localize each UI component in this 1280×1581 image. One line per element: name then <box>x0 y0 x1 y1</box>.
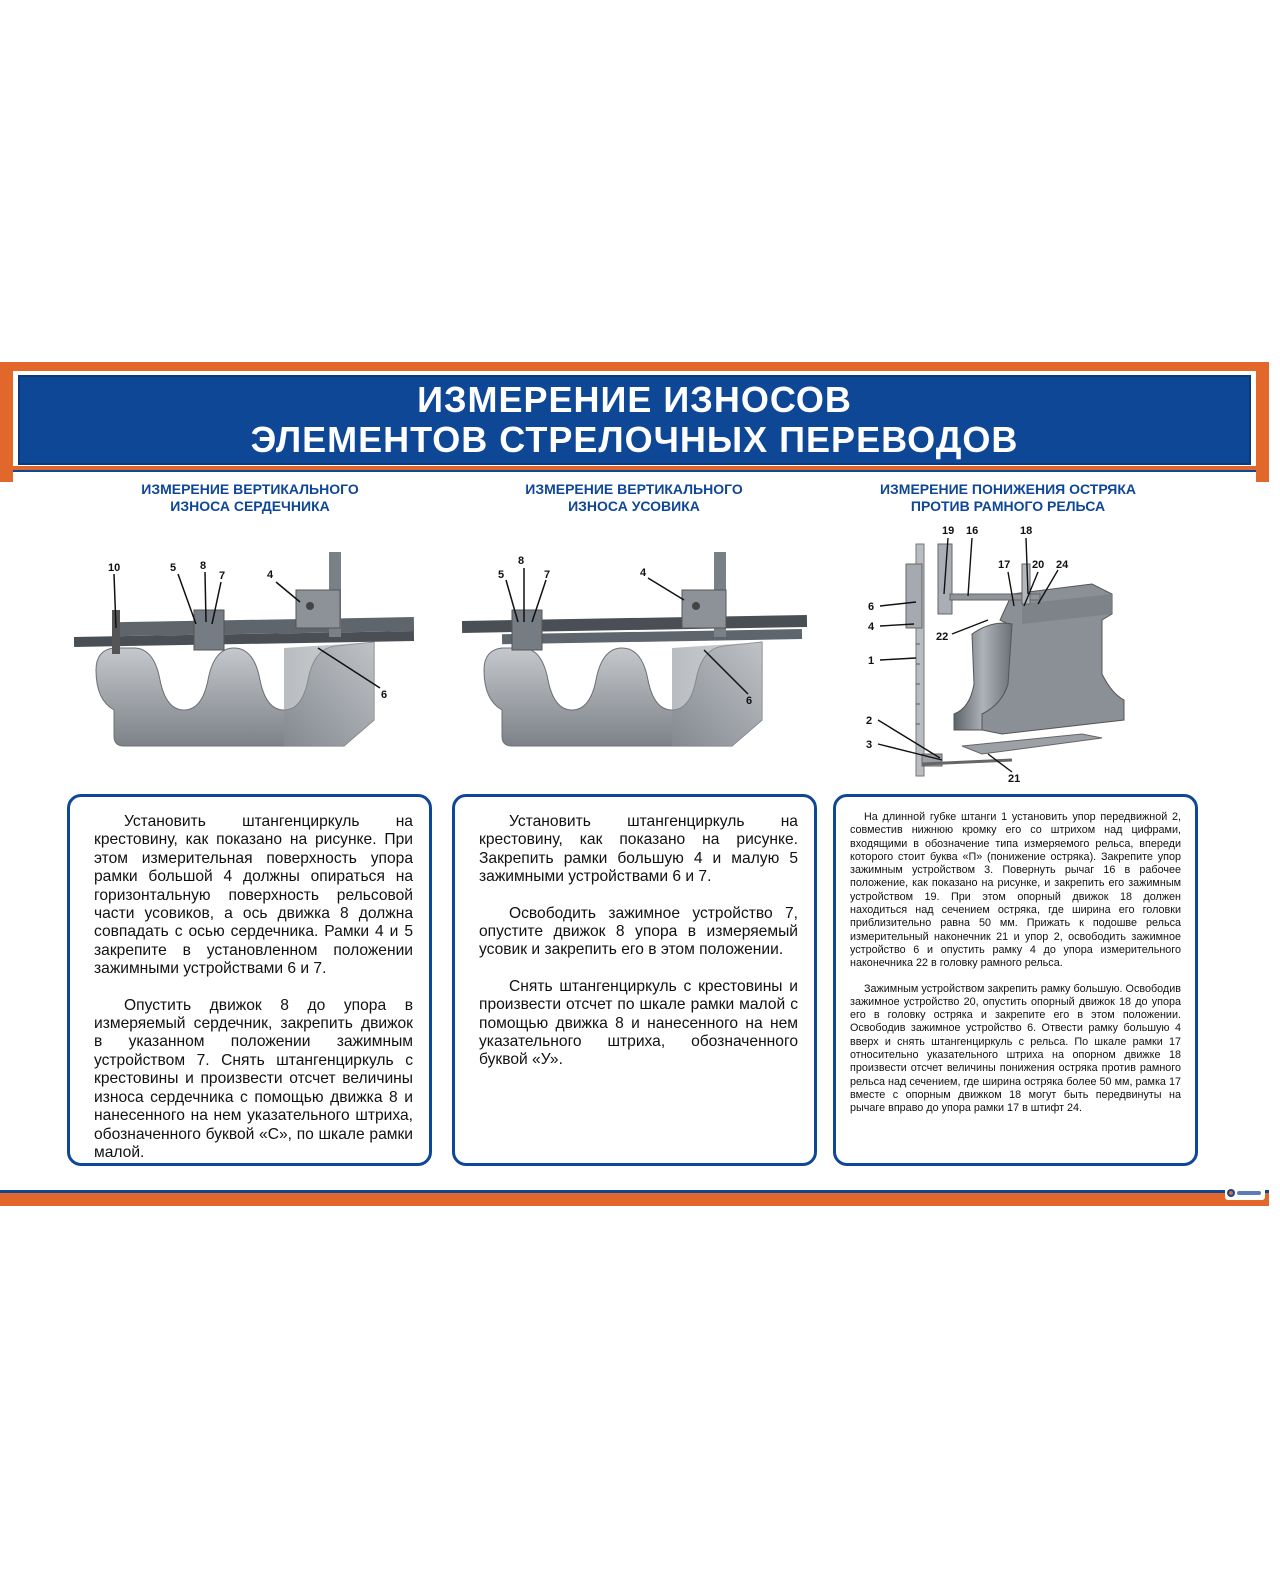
callout-8: 8 <box>200 560 207 572</box>
header-band <box>18 375 1251 465</box>
section-3-title-line1: ИЗМЕРЕНИЕ ПОНИЖЕНИЯ ОСТРЯКА <box>879 481 1137 497</box>
callout-22: 22 <box>936 631 949 643</box>
publisher-logo <box>1225 1186 1265 1200</box>
callout-4: 4 <box>640 567 647 579</box>
instruction-1-paragraph-1: Установить штангенциркуль на крестовину, как показано на рисунке. При этом измерительная поверхность упора рамки большой 4 должны опираться на горизонтальную поверхность рельсовой части усовиков, а ось движка 8 должна совпадать с осью сердечника. Рамки 4 и 5 закрепите в установленном положении зажимными устройствами 6 и 7. <box>94 813 413 978</box>
instruction-3-paragraph-2: Зажимным устройством закрепить рамку большую. Освободив зажимное устройство 20, опустить опорный движок 18 до упора его в головку остряка и закрепите его в этом положении. Освободив зажимное устройство 6. Отвести рамку большую 4 вверх и снять штангенциркуль с рельса. По шкале рамки 17 относительно указательного штриха на опорном движке 18 произвести отсчет величины понижения остряка против рамного рельса над сечением, где ширина остряка более 50 мм, рамка 17 вместе с опорным движком 18 могут быть передвинуты на рычаге вправо до упора рамки 17 в штифт 24. <box>850 982 1181 1115</box>
callout-6: 6 <box>746 695 753 707</box>
callout-7: 7 <box>544 569 551 581</box>
section-1-title-line1: ИЗМЕРЕНИЕ ВЕРТИКАЛЬНОГО <box>141 481 359 497</box>
footer-band-orange <box>0 1193 1269 1206</box>
wingrail-caliper-illustration <box>462 550 812 755</box>
callout-7: 7 <box>219 570 226 582</box>
section-1-title-line2: ИЗНОСА СЕРДЕЧНИКА <box>170 498 330 514</box>
instruction-2-paragraph-1: Установить штангенциркуль на крестовину, как показано на рисунке. Закрепить рамки большую 4 и малую 5 зажимными устройствами 6 и 7. <box>479 813 798 886</box>
callout-19: 19 <box>942 525 955 537</box>
instruction-2-paragraph-2: Освободить зажимное устройство 7, опустите движок 8 упора в измеряемый усовик и закрепить его в этом положении. <box>479 904 798 959</box>
callout-6: 6 <box>868 601 875 613</box>
divider-blue <box>13 470 1256 472</box>
instruction-box-3 <box>833 794 1198 1166</box>
page-title-line2: ЭЛЕМЕНТОВ СТРЕЛОЧНЫХ ПЕРЕВОДОВ <box>250 419 1019 460</box>
callout-10: 10 <box>108 562 121 574</box>
callout-20: 20 <box>1032 559 1045 571</box>
orange-frame-right <box>1256 362 1269 482</box>
callout-4: 4 <box>267 569 274 581</box>
orange-frame-top <box>0 362 1269 371</box>
instruction-3-paragraph-1: На длинной губке штанги 1 установить упор передвижной 2, совместив нижнюю кромку его со штрихом над цифрами, входящими в обозначение типа измеряемого рельса, впереди которого стоит буква «П» (понижение остряка). Закрепите упор зажимным устройством 3. Повернуть рычаг 16 в рабочее положение, как показано на рисунке, и закрепить его зажимным устройством 19. При этом опорный движок 18 должен находиться над сечением остряка, где ширина его головки приблизительно равна 50 мм. Прижать к подошве рельса измерительный наконечник 21 и упор 2, освободить зажимное устройство 6 и опустить рамку 4 до упора измерительного наконечника 22 в головку рамного рельса. <box>850 811 1181 970</box>
page-title-line1: ИЗМЕРЕНИЕ ИЗНОСОВ <box>417 379 852 420</box>
callout-18: 18 <box>1020 525 1033 537</box>
callout-3: 3 <box>866 739 873 751</box>
section-title-1 <box>60 481 440 515</box>
callout-21: 21 <box>1008 773 1021 784</box>
callout-17: 17 <box>998 559 1011 571</box>
callout-24: 24 <box>1056 559 1069 571</box>
crossing-caliper-illustration <box>74 550 424 755</box>
section-3-title-line2: ПРОТИВ РАМНОГО РЕЛЬСА <box>910 498 1106 514</box>
orange-frame-left <box>0 362 13 482</box>
instruction-2-paragraph-3: Снять штангенциркуль с крестовины и произвести отсчет по шкале рамки малой с помощью движка 8 и нанесенного на нем указательного штриха, обозначенного буквой «У». <box>479 977 798 1069</box>
callout-5: 5 <box>498 569 505 581</box>
section-title-3 <box>818 481 1198 515</box>
poster <box>0 362 1269 1208</box>
callout-4: 4 <box>868 621 875 633</box>
callout-8: 8 <box>518 555 525 567</box>
instruction-box-1 <box>67 794 432 1166</box>
callout-6: 6 <box>381 689 388 701</box>
instruction-1-paragraph-2: Опустить движок 8 до упора в измеряемый сердечник, закрепить движок в указанном положении зажимным устройством 7. Снять штангенциркуль с крестовины и произвести отсчет величины износа сердечника с помощью движка 8 и нанесенного на нем указательного штриха, обозначенного буквой «С», по шкале рамки малой. <box>94 996 413 1161</box>
section-2-title-line2: ИЗНОСА УСОВИКА <box>568 498 700 514</box>
callout-1: 1 <box>868 655 875 667</box>
callout-2: 2 <box>866 715 873 727</box>
instruction-box-2 <box>452 794 817 1166</box>
section-title-2 <box>444 481 824 515</box>
callout-16: 16 <box>966 525 979 537</box>
section-2-title-line1: ИЗМЕРЕНИЕ ВЕРТИКАЛЬНОГО <box>525 481 743 497</box>
callout-5: 5 <box>170 562 177 574</box>
switch-point-caliper-illustration <box>862 524 1132 784</box>
